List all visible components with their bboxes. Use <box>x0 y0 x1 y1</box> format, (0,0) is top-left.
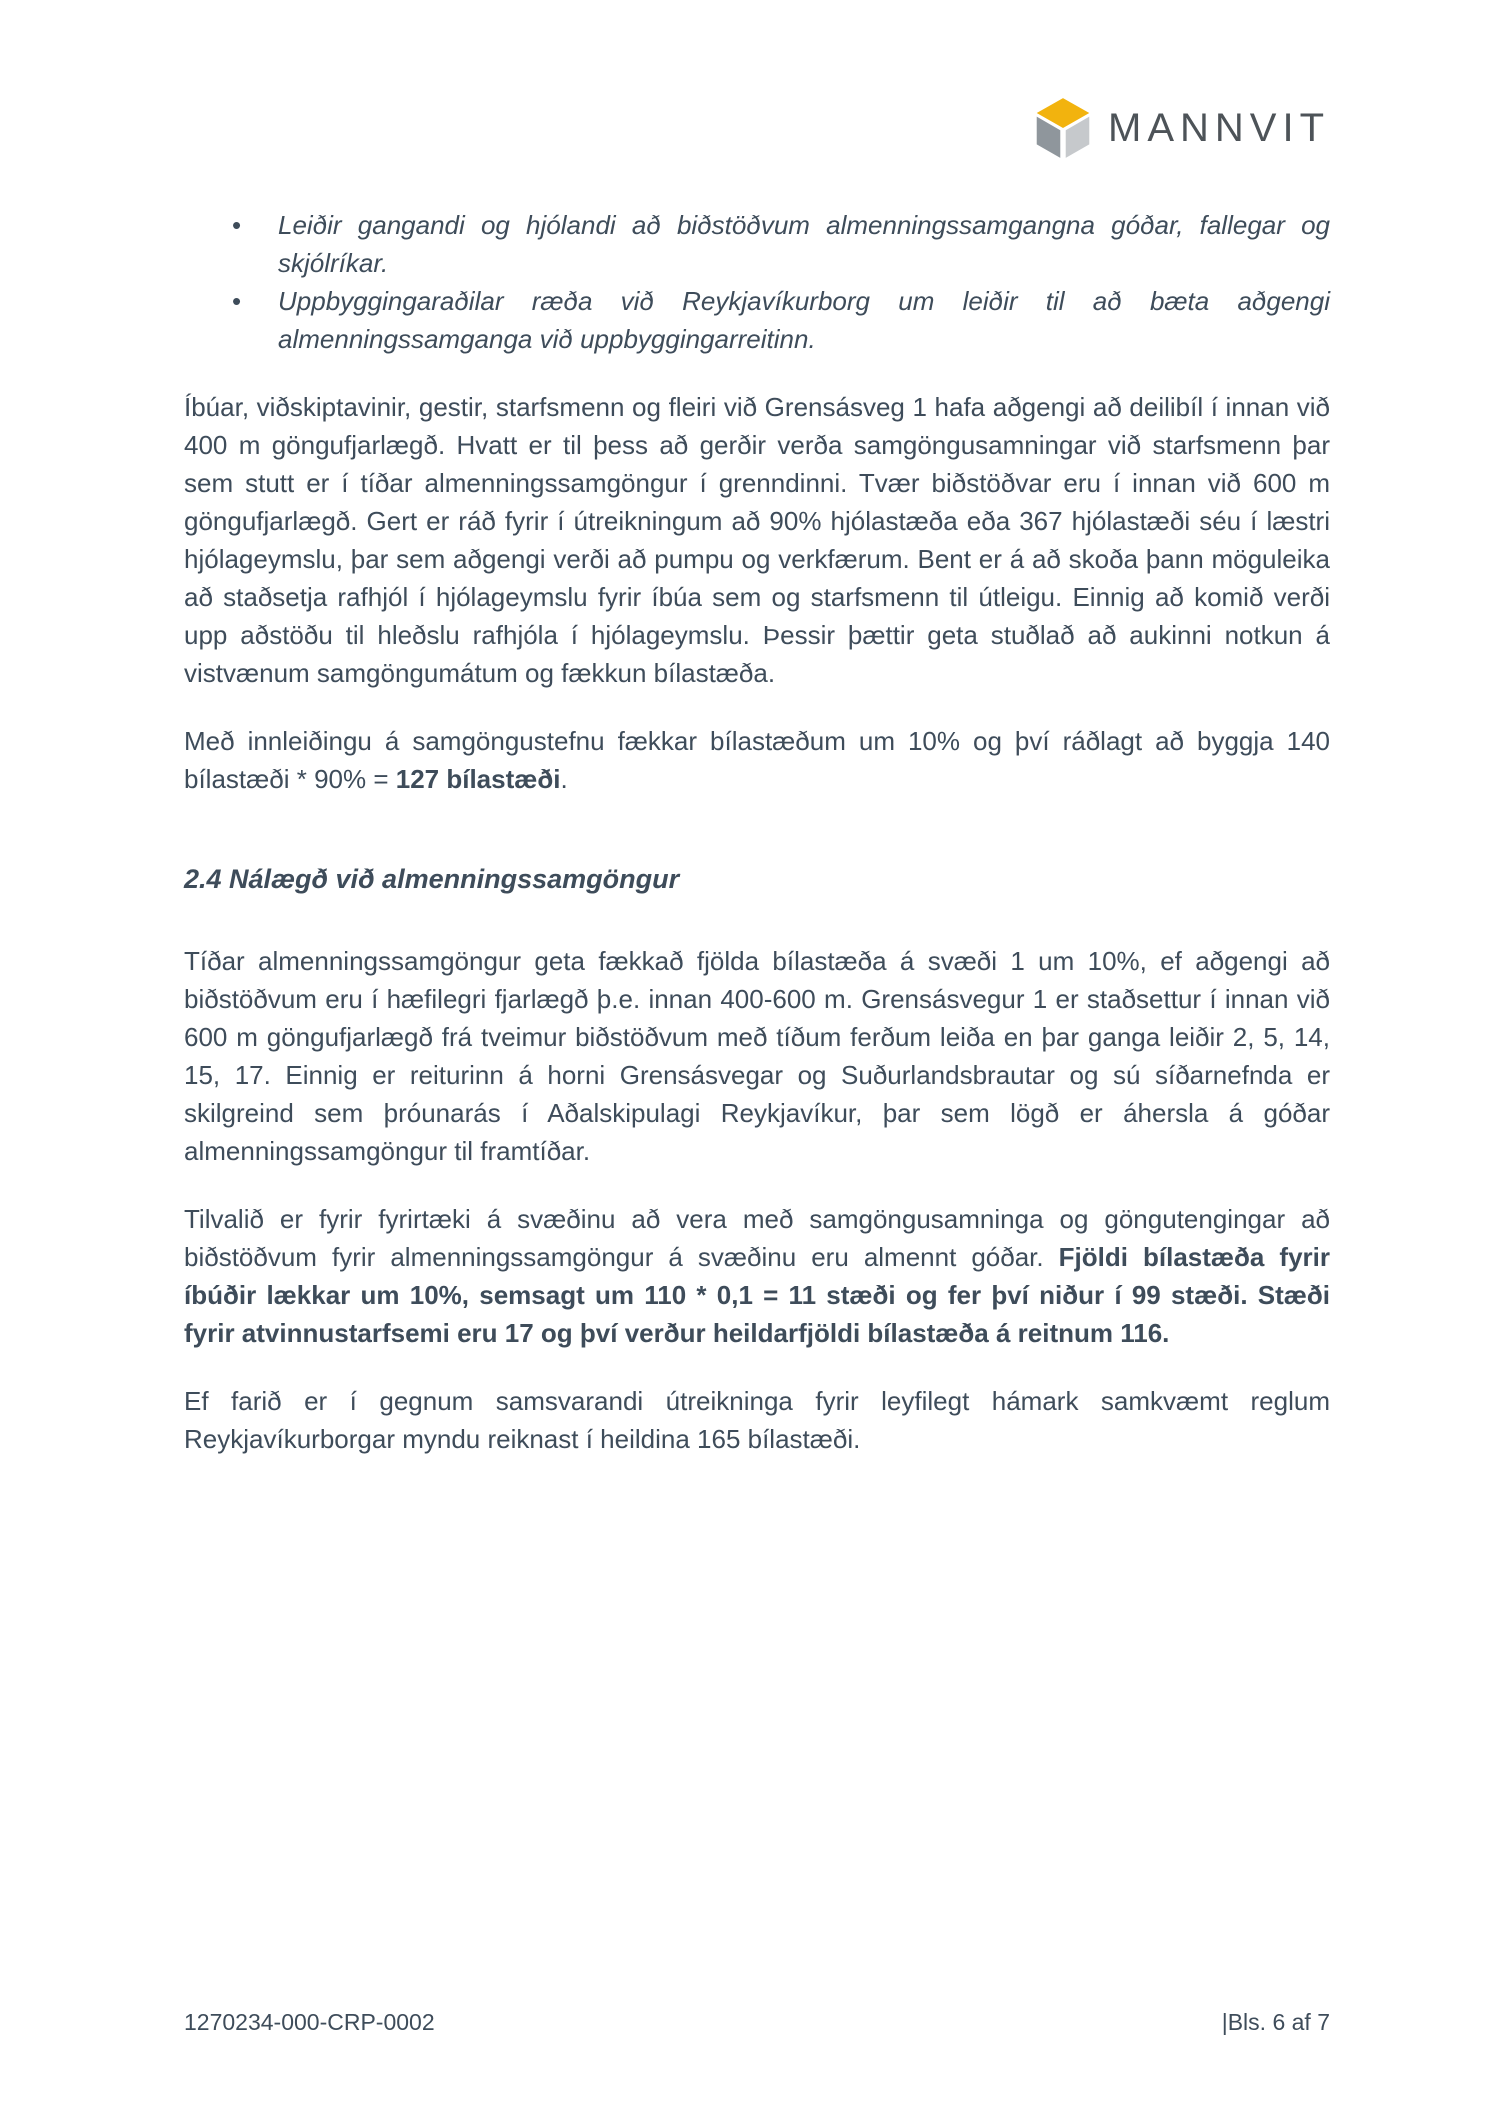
page-number: |Bls. 6 af 7 <box>1221 2009 1330 2035</box>
bullet-list <box>184 206 1330 358</box>
document-content <box>184 206 1330 1488</box>
bullet-marker-icon: • <box>232 286 242 316</box>
mannvit-logo <box>1034 96 1330 160</box>
paragraph-transit: Tíðar almenningssamgöngur geta fækkað fjölda bílastæða á svæði 1 um 10%, ef aðgengi að biðstöðvum eru í hæfilegri fjarlægð þ.e. innan 400-600 m. Grensásvegur 1 er staðsettur í innan við 600 m göngufjarlægð frá tveimur biðstöðvum með tíðum ferðum leiða en þar ganga leiðir 2, 5, 14, 15, 17. Einnig er reiturinn á horni Grensásvegar og Suðurlandsbrautar og sú síðarnefnda er skilgreind sem þróunarás í Aðalskipulagi Reykjavíkur, þar sem lögð er áhersla á góðar almenningssamgöngur til framtíðar. <box>184 946 1330 1166</box>
paragraph-maximum: Ef farið er í gegnum samsvarandi útreikninga fyrir leyfilegt hámark samkvæmt reglum Reykjavíkurborgar myndu reiknast í heildina 165 bílastæði. <box>184 1386 1330 1454</box>
mannvit-cube-icon <box>1034 96 1092 160</box>
bullet-item <box>184 282 1330 358</box>
bullet-marker-icon: • <box>232 210 242 240</box>
page-footer <box>184 2009 1330 2036</box>
bullet-item <box>184 206 1330 282</box>
section-heading: 2.4 Nálægð við almenningssamgöngur <box>184 864 680 894</box>
bullet-text: Leiðir gangandi og hjólandi að biðstöðvum almenningssamgangna góðar, fallegar og skjólríkar. <box>278 210 1330 278</box>
paragraph-intro: Íbúar, viðskiptavinir, gestir, starfsmenn og fleiri við Grensásveg 1 hafa aðgengi að deilibíl í innan við 400 m göngufjarlægð. Hvatt er til þess að gerðir verða samgöngusamningar við starfsmenn þar sem stutt er í tíðar almenningssamgöngur í grenndinni. Tvær biðstöðvar eru í innan við 600 m göngufjarlægð. Gert er ráð fyrir í útreikningum að 90% hjólastæða eða 367 hjólastæði séu í læstri hjólageymslu, þar sem aðgengi verði að pumpu og verkfærum. Bent er á að skoða þann möguleika að staðsetja rafhjól í hjólageymslu fyrir íbúa sem og starfsmenn til útleigu. Einnig að komið verði upp aðstöðu til hleðslu rafhjóla í hjólageymslu. Þessir þættir geta stuðlað að aukinni notkun á vistvænum samgöngumátum og fækkun bílastæða. <box>184 392 1330 688</box>
bullet-text: Uppbyggingaraðilar ræða við Reykjavíkurborg um leiðir til að bæta aðgengi almenningssamganga við uppbyggingarreitinn. <box>278 286 1330 354</box>
mannvit-wordmark: MANNVIT <box>1108 105 1330 150</box>
paragraph-policy: Með innleiðingu á samgöngustefnu fækkar bílastæðum um 10% og því ráðlagt að byggja 140 bílastæði * 90% = 127 bílastæði. <box>184 726 1330 794</box>
paragraph-calculation: Tilvalið er fyrir fyrirtæki á svæðinu að vera með samgöngusamninga og göngutengingar að biðstöðvum fyrir almenningssamgöngur á svæðinu eru almennt góðar. Fjöldi bílastæða fyrir íbúðir lækkar um 10%, semsagt um 110 * 0,1 = 11 stæði og fer því niður í 99 stæði. Stæði fyrir atvinnustarfsemi eru 17 og því verður heildarfjöldi bílastæða á reitnum 116. <box>184 1204 1330 1348</box>
document-number: 1270234-000-CRP-0002 <box>184 2009 435 2035</box>
